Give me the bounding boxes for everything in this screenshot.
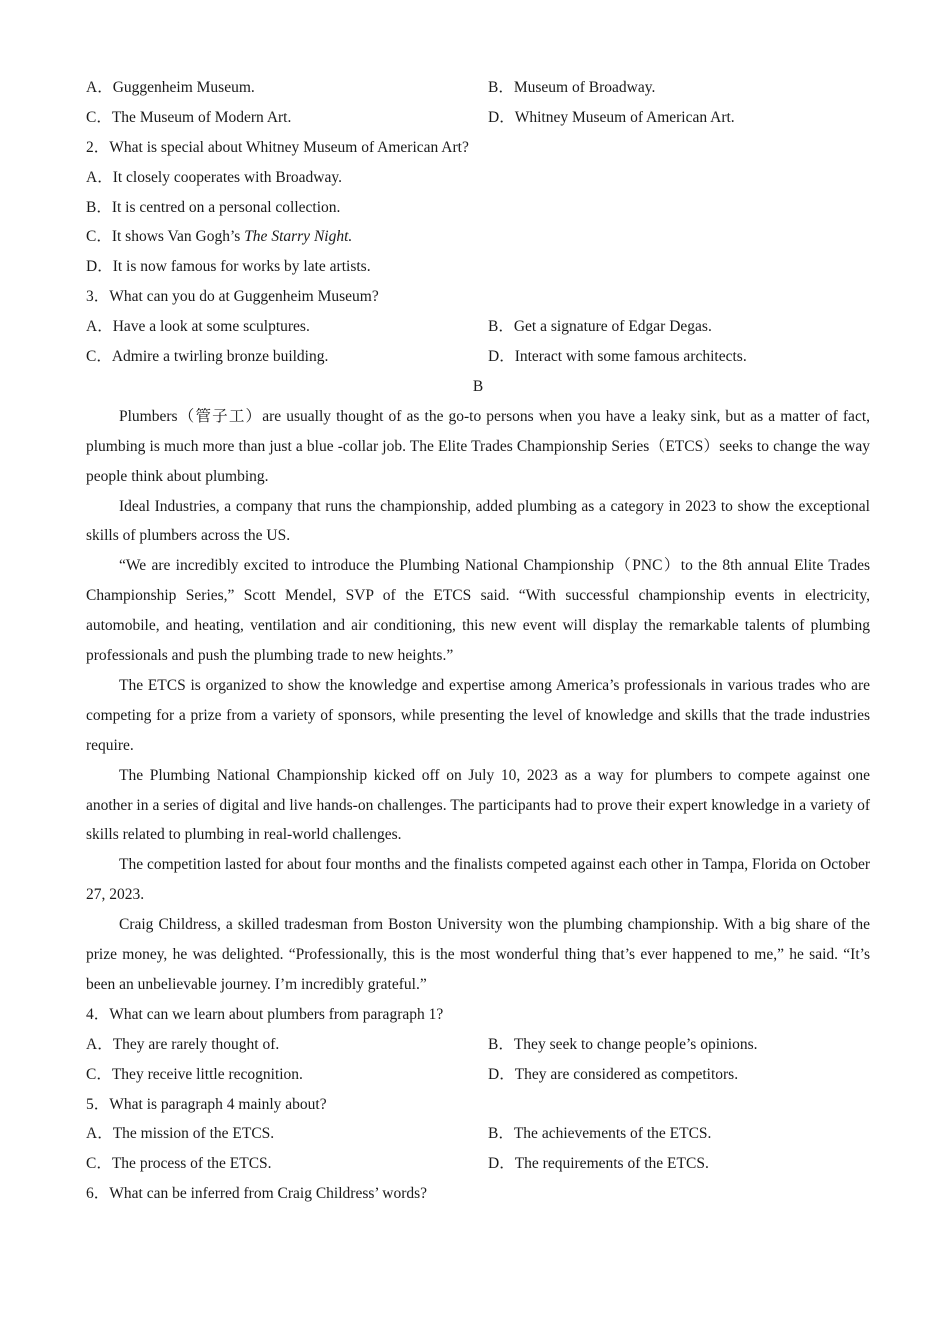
q3-options-row-1 xyxy=(86,312,870,342)
q4-option-d: D．They are considered as competitors. xyxy=(488,1065,739,1083)
passage-paragraph-2: Ideal Industries, a company that runs the championship, added plumbing as a category in 2023 to show the exceptional skills of plumbers across the US. xyxy=(86,497,870,545)
q3-option-d: D．Interact with some famous architects. xyxy=(488,348,747,366)
passage-paragraph-6: The competition lasted for about four months and the finalists competed against each other in Tampa, Florida on October 27, 2023. xyxy=(86,856,870,904)
passage-paragraph-3: “We are incredibly excited to introduce the Plumbing National Championship（PNC）to the 8th annual Elite Trades Championship Series,” Scott Mendel, SVP of the ETCS said. “With successful championship events in electricity, automobile, and heating, ventilation and air conditioning, this new event will display the remarkable talents of plumbing professionals and push the plumbing trade to new heights.” xyxy=(86,557,870,665)
q4-options-row-1 xyxy=(86,1030,870,1060)
q3-option-b: B．Get a signature of Edgar Degas. xyxy=(488,318,712,336)
q1-options-row-2 xyxy=(86,103,870,133)
q2-question: 2．What is special about Whitney Museum of American Art? xyxy=(86,138,469,156)
q5-options-row-2 xyxy=(86,1149,870,1179)
q4-option-c: C．They receive little recognition. xyxy=(86,1065,303,1083)
q2-option-c: C．It shows Van Gogh’s The Starry Night. xyxy=(86,228,353,246)
exam-page xyxy=(86,73,870,1209)
q4-option-b: B．They seek to change people’s opinions. xyxy=(488,1035,758,1053)
q2-option-a: A．It closely cooperates with Broadway. xyxy=(86,168,342,186)
q3-options-row-2 xyxy=(86,342,870,372)
q5-option-a: A．The mission of the ETCS. xyxy=(86,1125,275,1143)
q5-question: 5．What is paragraph 4 mainly about? xyxy=(86,1095,327,1113)
passage-paragraph-7: Craig Childress, a skilled tradesman from Boston University won the plumbing championship. With a big share of the prize money, he was delighted. “Professionally, this is the most wonderful thing that’s ever happened to me,” he said. “It’s been an unbelievable journey. I’m incredibly grateful.” xyxy=(86,916,870,994)
passage-paragraph-5: The Plumbing National Championship kicked off on July 10, 2023 as a way for plumbers to compete against one another in a series of digital and live hands-on challenges. The participants had to prove their expert knowledge in a variety of skills related to plumbing in real-world challenges. xyxy=(86,766,870,844)
q5-option-d: D．The requirements of the ETCS. xyxy=(488,1155,709,1173)
q4-option-a: A．They are rarely thought of. xyxy=(86,1035,280,1053)
q1-options-row-1 xyxy=(86,73,870,103)
q3-option-a: A．Have a look at some sculptures. xyxy=(86,318,310,336)
passage-paragraph-4: The ETCS is organized to show the knowledge and expertise among America’s professionals in various trades who are competing for a prize from a variety of sponsors, while presenting the level of knowledge and skills that the trade industries require. xyxy=(86,676,870,754)
q2-option-b: B．It is centred on a personal collection. xyxy=(86,198,341,216)
q1-option-c: C．The Museum of Modern Art. xyxy=(86,108,292,126)
q4-question: 4．What can we learn about plumbers from paragraph 1? xyxy=(86,1005,444,1023)
q1-option-b: B．Museum of Broadway. xyxy=(488,79,656,96)
q1-option-a: A．Guggenheim Museum. xyxy=(86,79,255,96)
q4-options-row-2 xyxy=(86,1060,870,1090)
q6-question: 6．What can be inferred from Craig Childress’ words? xyxy=(86,1185,428,1203)
q5-options-row-1 xyxy=(86,1119,870,1149)
q5-option-b: B．The achievements of the ETCS. xyxy=(488,1125,712,1143)
section-b-heading: B xyxy=(472,377,484,395)
q5-option-c: C．The process of the ETCS. xyxy=(86,1155,272,1173)
passage-paragraph-1: Plumbers（管子工）are usually thought of as the go-to persons when you have a leaky sink, but as a matter of fact, plumbing is much more than just a blue -collar job. The Elite Trades Championship Series（ETCS）seeks to change the way people think about plumbing. xyxy=(86,407,870,485)
q3-option-c: C．Admire a twirling bronze building. xyxy=(86,348,329,366)
q3-question: 3．What can you do at Guggenheim Museum? xyxy=(86,288,379,306)
q2-option-d: D．It is now famous for works by late artists. xyxy=(86,258,371,276)
q1-option-d: D．Whitney Museum of American Art. xyxy=(488,108,735,126)
